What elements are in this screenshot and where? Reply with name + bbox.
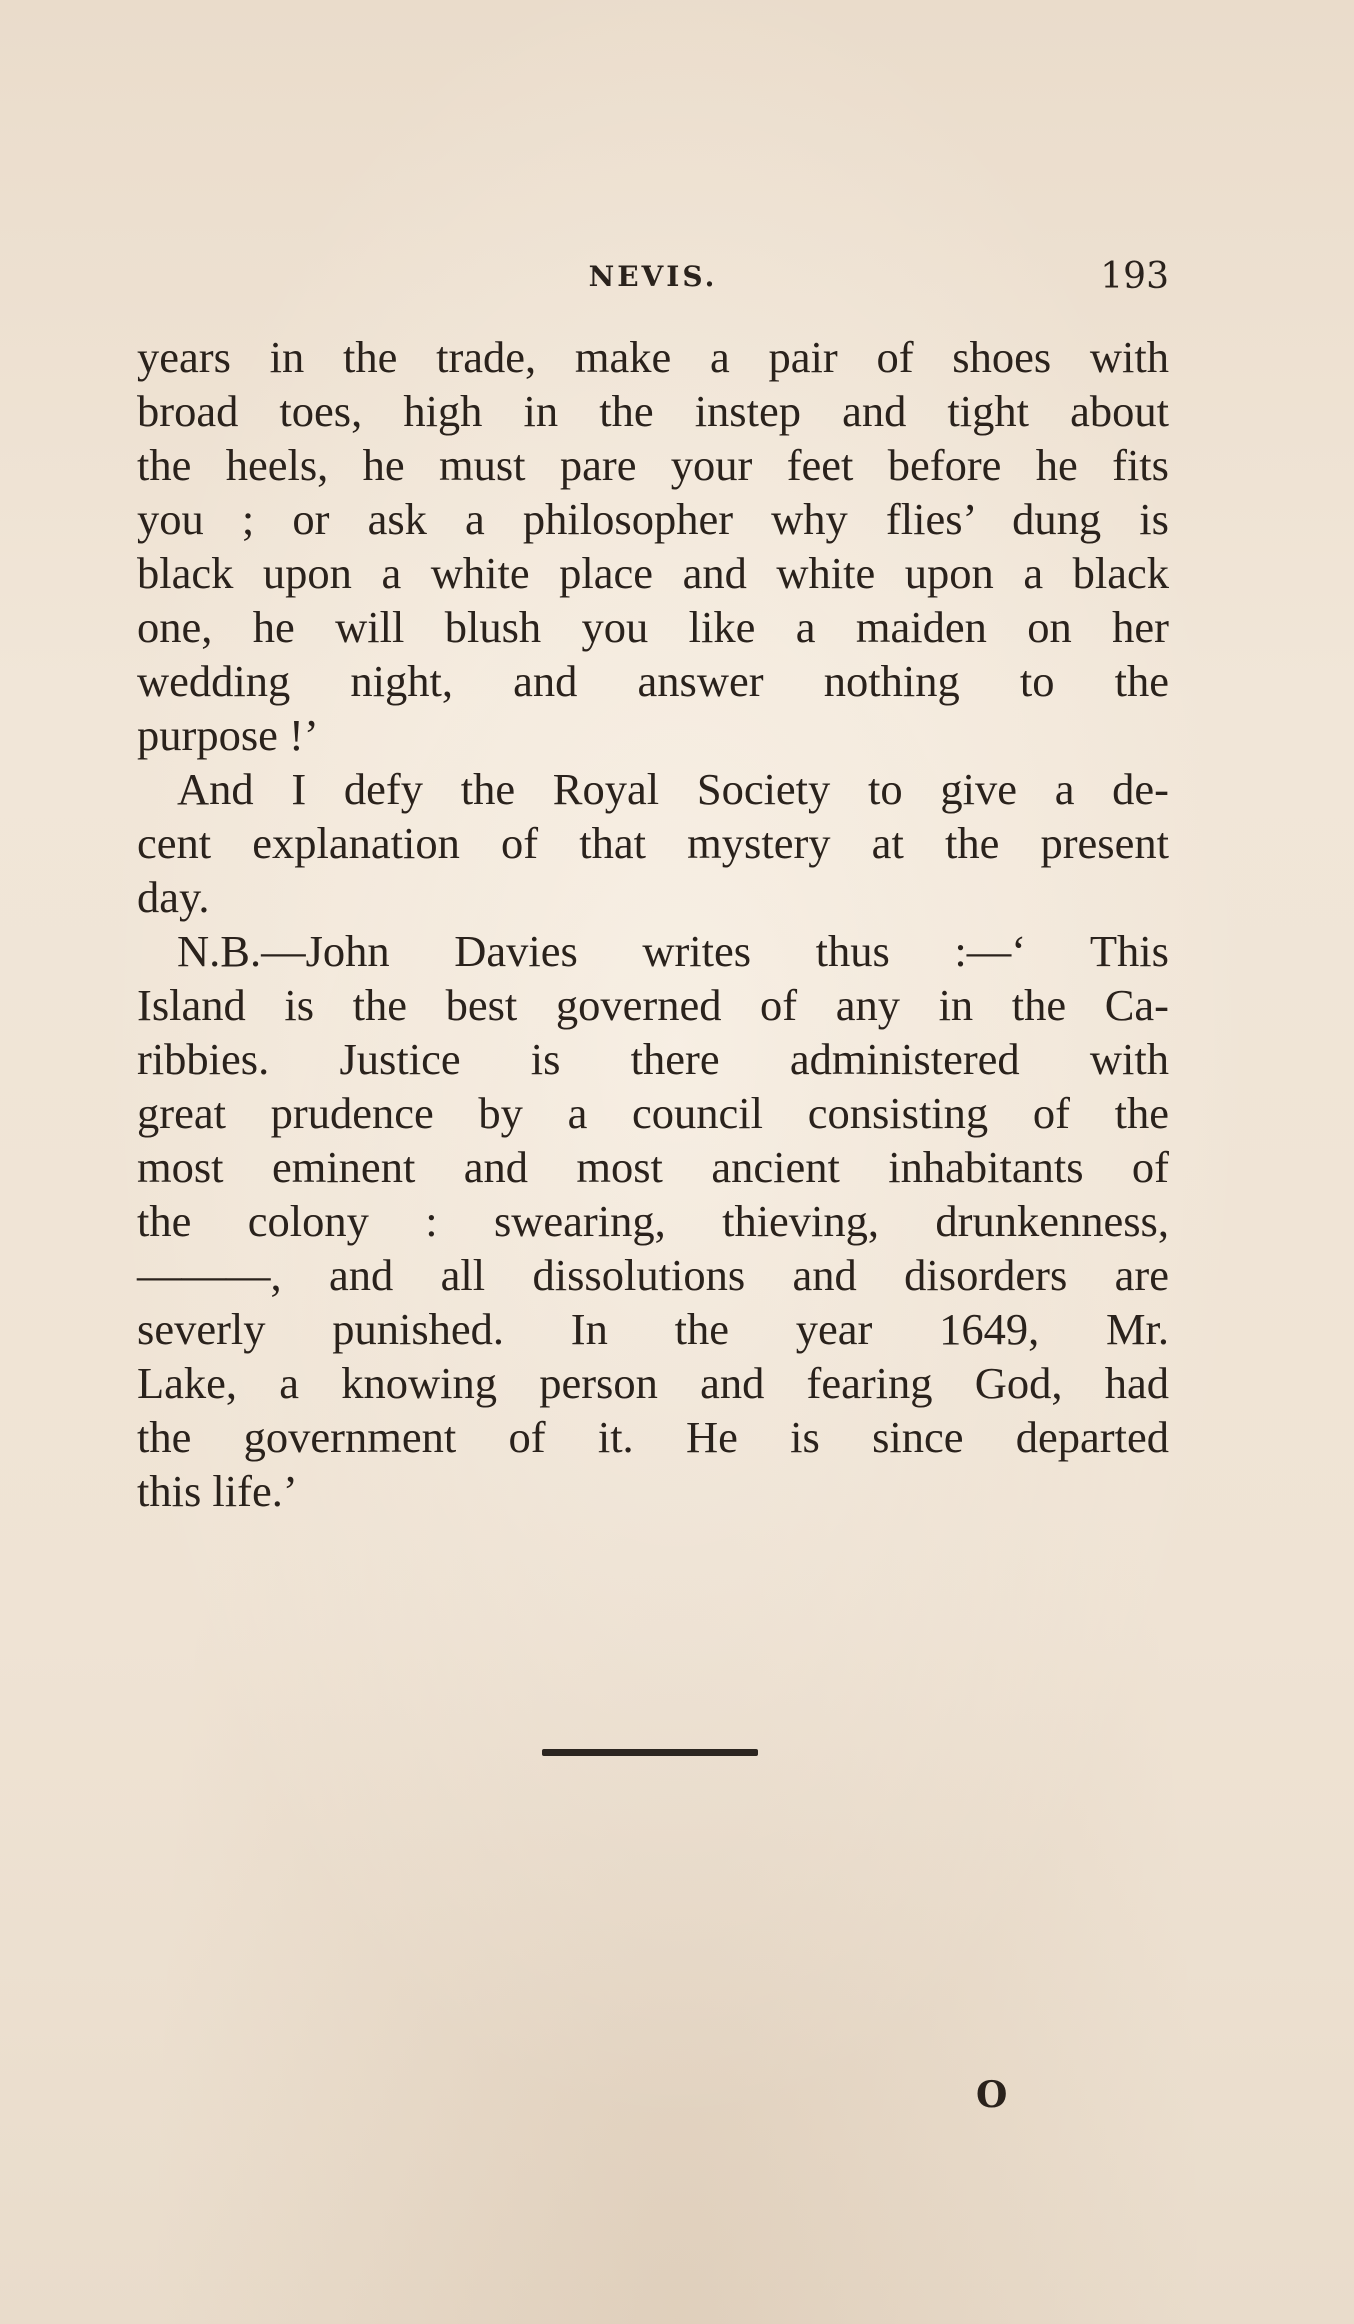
text-line: great prudence by a council consisting of the [137, 1088, 1169, 1138]
text-line: ———, and all dissolutions and disorders are [137, 1250, 1169, 1300]
text-line: cent explanation of that mystery at the present [137, 818, 1169, 868]
text-line: severly punished. In the year 1649, Mr. [137, 1304, 1169, 1354]
text-line: Island is the best governed of any in the Ca- [137, 980, 1169, 1030]
text-line: wedding night, and answer nothing to the [137, 656, 1169, 706]
page-number: 193 [1100, 256, 1169, 297]
body-text [137, 330, 1169, 1518]
text-line: broad toes, high in the instep and tight about [137, 386, 1169, 436]
text-line: black upon a white place and white upon a black [137, 548, 1169, 598]
text-line: this life.’ [137, 1466, 298, 1516]
text-line: ribbies. Justice is there administered with [137, 1034, 1169, 1084]
text-line: the government of it. He is since departed [137, 1412, 1169, 1462]
text-line: years in the trade, make a pair of shoes with [137, 332, 1169, 382]
text-line: most eminent and most ancient inhabitants of [137, 1142, 1169, 1192]
text-line: one, he will blush you like a maiden on her [137, 602, 1169, 652]
page-header [137, 252, 1169, 302]
text-line: Lake, a knowing person and fearing God, had [137, 1358, 1169, 1408]
running-head: NEVIS. [588, 260, 718, 293]
paragraph-start-line: And I defy the Royal Society to give a de- [177, 764, 1169, 814]
section-end-rule [542, 1749, 758, 1756]
signature-mark: O [976, 2074, 1008, 2116]
text-line: you ; or ask a philosopher why flies’ dung is [137, 494, 1169, 544]
text-line: purpose !’ [137, 710, 319, 760]
text-line: the colony : swearing, thieving, drunkenness, [137, 1196, 1169, 1246]
text-line: the heels, he must pare your feet before he fits [137, 440, 1169, 490]
paragraph-start-line: N.B.—John Davies writes thus :—‘ This [177, 926, 1169, 976]
text-line: day. [137, 872, 210, 922]
